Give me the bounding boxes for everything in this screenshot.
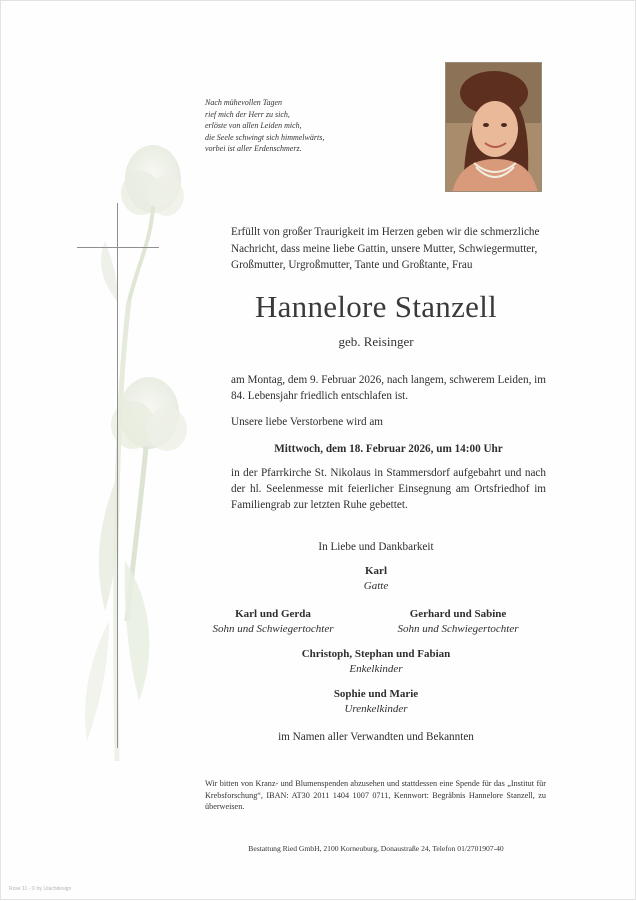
portrait-illustration (446, 63, 542, 192)
mourner-great-grandchildren (191, 687, 561, 717)
mourner-role: Enkelkinder (349, 663, 403, 675)
mourner-role: Sohn und Schwiegertochter (397, 623, 519, 635)
mourner-grandchildren (191, 647, 561, 677)
death-notice-text: am Montag, dem 9. Februar 2026, nach langem, schwerem Leiden, im 84. Lebensjahr friedlich entschlafen ist. (231, 374, 546, 402)
mourner-husband (191, 564, 561, 594)
mourner-name: Christoph, Stephan und Fabian (301, 648, 451, 660)
funeral-intro-text: Unsere liebe Verstorbene wird am (231, 416, 384, 428)
cross-vertical-bar (117, 203, 118, 748)
mourner-name: Karl (365, 565, 387, 577)
mourner-son-right (358, 607, 558, 637)
funeral-home-footer: Bestattung Ried GmbH, 2100 Korneuburg, Donaustraße 24, Telefon 01/2701907-40 (248, 844, 504, 853)
mourner-son-left (173, 607, 373, 637)
mourner-role: Sohn und Schwiegertochter (212, 623, 334, 635)
funeral-date: Mittwoch, dem 18. Februar 2026, um 14:00 Uhr (274, 443, 503, 455)
maiden-name: geb. Reisinger (338, 334, 414, 349)
design-credit: Rose 11 - © by Lilachdesign (9, 886, 72, 892)
portrait-photo (445, 62, 542, 192)
poem-line: vorbei ist aller Erdenschmerz. (205, 144, 302, 153)
mourner-name: Karl und Gerda (235, 608, 311, 620)
mourner-name: Sophie und Marie (333, 688, 419, 700)
mourner-name: Gerhard und Sabine (409, 608, 507, 620)
poem-line: Nach mühevollen Tagen (205, 98, 283, 107)
poem-line: erlöste von allen Leiden mich, (205, 121, 302, 130)
closing-line: In Liebe und Dankbarkeit (318, 541, 434, 553)
cross-horizontal-bar (77, 247, 159, 248)
poem-line: rief mich der Herr zu sich, (205, 109, 290, 119)
poem-line: die Seele schwingt sich himmelwärts, (205, 132, 325, 142)
upper-rose (121, 145, 184, 301)
memorial-poem (205, 97, 425, 155)
mourner-role: Gatte (363, 580, 389, 592)
intro-text: Erfüllt von großer Traurigkeit im Herzen geben wir die schmerzliche Nachricht, dass meine liebe Gattin, unsere Mutter, Schwiegermutter, Großmutter, Urgroßmutter, Tante und Großtante, Frau (231, 226, 540, 271)
funeral-details-text: in der Pfarrkirche St. Nikolaus in Stammersdorf aufgebahrt und nach der hl. Seelenmesse mit feierlicher Einsegnung am Ortsfriedhof im Familiengrab zur letzten Ruhe gebettet. (231, 467, 546, 511)
deceased-name: Hannelore Stanzell (254, 289, 498, 324)
donation-request: Wir bitten von Kranz- und Blumenspenden abzusehen und stattdessen eine Spende für das „Institut für Krebsforschung“, IBAN: AT30 2011 1404 1007 0711, Kennwort: Begräbnis Hannelore Stanzell, zu überweisen. (205, 779, 546, 811)
mourner-role: Urenkelkinder (344, 703, 408, 715)
relatives-line: im Namen aller Verwandten und Bekannten (278, 731, 474, 743)
